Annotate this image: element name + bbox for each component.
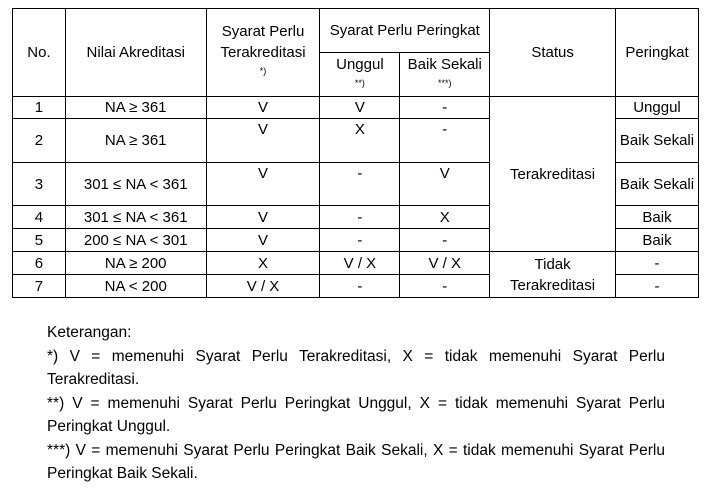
header-baik-sekali-label: Baik Sekali bbox=[407, 55, 482, 73]
cell-no: 2 bbox=[13, 119, 66, 163]
cell-unggul: - bbox=[320, 206, 400, 229]
cell-peringkat: Baik bbox=[616, 229, 699, 252]
keterangan-section bbox=[47, 321, 665, 486]
cell-unggul: X bbox=[320, 119, 400, 163]
header-status: Status bbox=[490, 9, 616, 97]
cell-terakreditasi: V bbox=[206, 97, 320, 119]
cell-peringkat: Baik Sekali bbox=[616, 119, 699, 163]
header-syarat-perlu-terakreditasi bbox=[206, 9, 320, 97]
keterangan-title: Keterangan: bbox=[47, 324, 132, 341]
cell-baik-sekali: - bbox=[400, 229, 490, 252]
table-row bbox=[13, 252, 699, 275]
cell-no: 4 bbox=[13, 206, 66, 229]
cell-nilai: NA ≥ 361 bbox=[65, 119, 206, 163]
cell-nilai: NA ≥ 200 bbox=[65, 252, 206, 275]
cell-unggul: - bbox=[320, 229, 400, 252]
footnote-marker: **) bbox=[354, 77, 365, 88]
cell-no: 5 bbox=[13, 229, 66, 252]
cell-status-terakreditasi: Terakreditasi bbox=[490, 97, 616, 252]
keterangan-note: **) V = memenuhi Syarat Perlu Peringkat Unggul, X = tidak memenuhi Syarat Perlu Peringkat Unggul. bbox=[47, 394, 665, 435]
cell-baik-sekali: - bbox=[400, 97, 490, 119]
header-baik-sekali bbox=[400, 53, 490, 97]
cell-baik-sekali: V bbox=[400, 163, 490, 206]
header-peringkat: Peringkat bbox=[616, 9, 699, 97]
cell-peringkat: - bbox=[616, 252, 699, 275]
footnote-marker: *) bbox=[259, 66, 267, 76]
header-syarat-perlu-peringkat: Syarat Perlu Peringkat bbox=[320, 9, 490, 53]
cell-unggul: V bbox=[320, 97, 400, 119]
cell-baik-sekali: - bbox=[400, 275, 490, 298]
cell-peringkat: Baik Sekali bbox=[616, 163, 699, 206]
cell-nilai: NA ≥ 361 bbox=[65, 97, 206, 119]
cell-terakreditasi: V bbox=[206, 163, 320, 206]
footnote-marker: ***) bbox=[437, 77, 452, 88]
cell-terakreditasi: V bbox=[206, 229, 320, 252]
cell-no: 6 bbox=[13, 252, 66, 275]
cell-peringkat: Unggul bbox=[616, 97, 699, 119]
cell-no: 1 bbox=[13, 97, 66, 119]
cell-baik-sekali: - bbox=[400, 119, 490, 163]
header-no: No. bbox=[13, 9, 66, 97]
cell-unggul: - bbox=[320, 275, 400, 298]
cell-status-tidak-terakreditasi: Tidak Terakreditasi bbox=[490, 252, 616, 298]
cell-no: 3 bbox=[13, 163, 66, 206]
accreditation-table bbox=[12, 8, 699, 298]
cell-nilai: 301 ≤ NA < 361 bbox=[65, 206, 206, 229]
cell-terakreditasi: X bbox=[206, 252, 320, 275]
cell-peringkat: Baik bbox=[616, 206, 699, 229]
cell-nilai: 200 ≤ NA < 301 bbox=[65, 229, 206, 252]
cell-terakreditasi: V bbox=[206, 206, 320, 229]
cell-terakreditasi: V / X bbox=[206, 275, 320, 298]
cell-nilai: NA < 200 bbox=[65, 275, 206, 298]
header-nilai-akreditasi: Nilai Akreditasi bbox=[65, 9, 206, 97]
header-syarat-perlu-terakreditasi-label: Syarat Perlu Terakreditasi bbox=[220, 23, 306, 61]
cell-peringkat: - bbox=[616, 275, 699, 298]
cell-no: 7 bbox=[13, 275, 66, 298]
cell-baik-sekali: V / X bbox=[400, 252, 490, 275]
keterangan-note: *) V = memenuhi Syarat Perlu Terakreditasi, X = tidak memenuhi Syarat Perlu Terakreditasi. bbox=[47, 347, 665, 388]
keterangan-note: ***) V = memenuhi Syarat Perlu Peringkat Baik Sekali, X = tidak memenuhi Syarat Perlu Peringkat Baik Sekali. bbox=[47, 441, 665, 482]
cell-terakreditasi: V bbox=[206, 119, 320, 163]
cell-nilai: 301 ≤ NA < 361 bbox=[65, 163, 206, 206]
header-unggul bbox=[320, 53, 400, 97]
cell-baik-sekali: X bbox=[400, 206, 490, 229]
cell-unggul: - bbox=[320, 163, 400, 206]
table-row bbox=[13, 97, 699, 119]
header-unggul-label: Unggul bbox=[336, 55, 384, 73]
cell-unggul: V / X bbox=[320, 252, 400, 275]
